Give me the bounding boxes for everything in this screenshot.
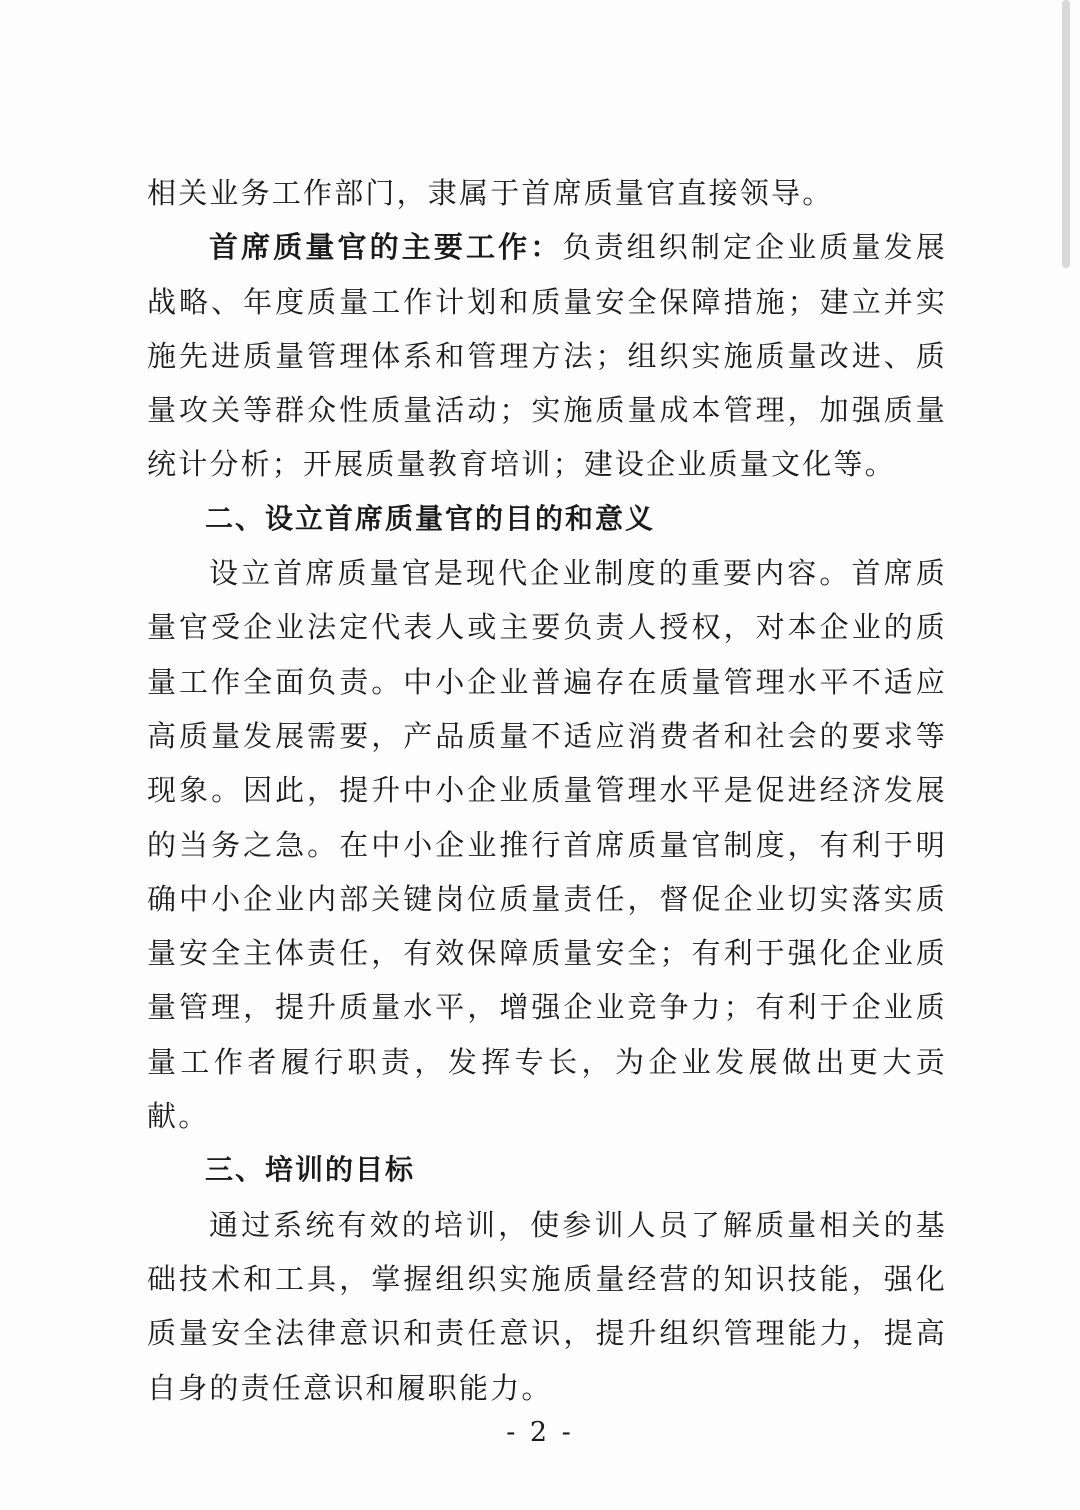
paragraph-lead: 首席质量官的主要工作： <box>209 230 563 265</box>
scrollbar[interactable] <box>1062 0 1070 268</box>
paragraph-intro: 相关业务工作部门，隶属于首席质量官直接领导。 <box>147 176 834 210</box>
document-body <box>147 166 947 1415</box>
paragraph-purpose: 设立首席质量官是现代企业制度的重要内容。首席质量官受企业法定代表人或主要负责人授权，对本企业的质量工作全面负责。中小企业普遍存在质量管理水平不适应高质量发展需要，产品质量不适应消费者和社会的要求等现象。因此，提升中小企业质量管理水平是促进经济发展的当务之急。在中小企业推行首席质量官制度，有利于明确中小企业内部关键岗位质量责任，督促企业切实落实质量安全主体责任，有效保障质量安全；有利于强化企业质量管理，提升质量水平，增强企业竞争力；有利于企业质量工作者履行职责，发挥专长，为企业发展做出更大贡献。 <box>147 556 947 1134</box>
paragraph-goals: 通过系统有效的培训，使参训人员了解质量相关的基础技术和工具，掌握组织实施质量经营的知识技能，强化质量安全法律意识和责任意识，提升组织管理能力，提高自身的责任意识和履职能力。 <box>147 1207 947 1405</box>
paragraph-main-work <box>147 220 947 491</box>
page-number: - 2 - <box>506 1417 574 1448</box>
section-heading-goals: 三、培训的目标 <box>205 1153 416 1187</box>
paragraph-main-work-text: 负责组织制定企业质量发展战略、年度质量工作计划和质量安全保障措施；建立并实施先进质量管理体系和管理方法；组织实施质量改进、质量攻关等群众性质量活动；实施质量成本管理，加强质量统计分析；开展质量教育培训；建设企业质量文化等。 <box>147 230 948 482</box>
section-heading-purpose: 二、设立首席质量官的目的和意义 <box>205 501 656 535</box>
